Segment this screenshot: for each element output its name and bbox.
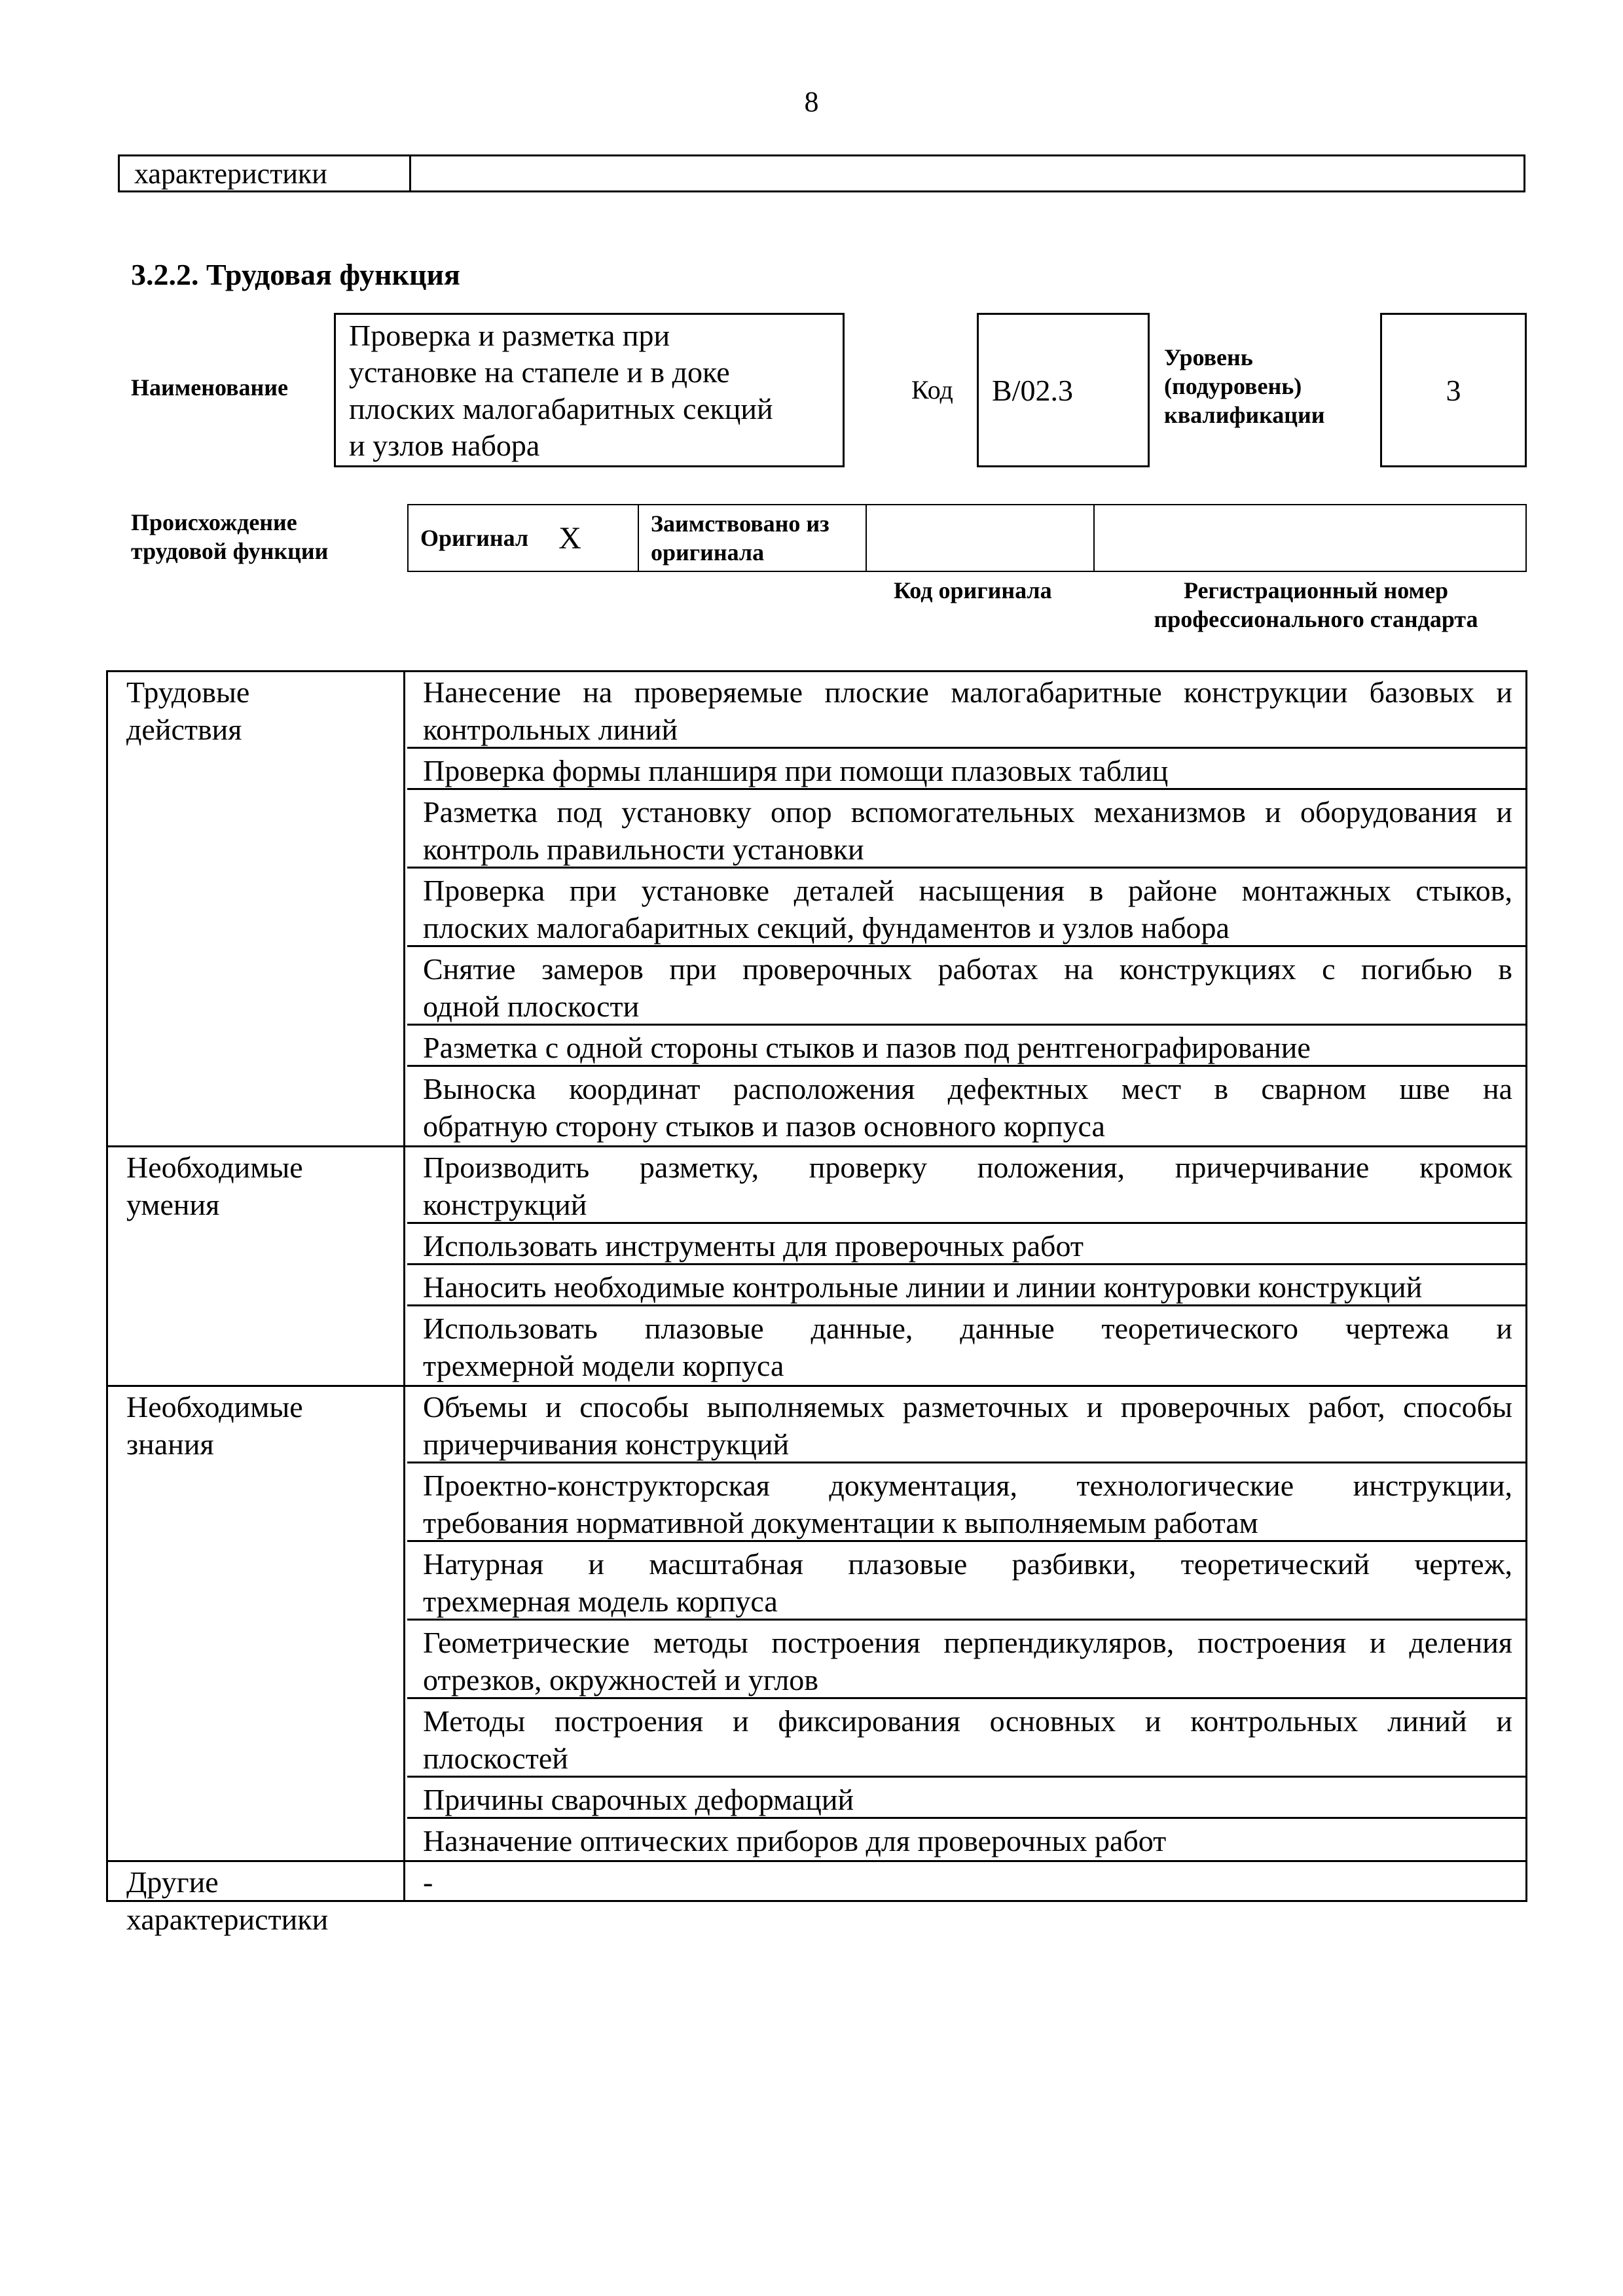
- table-row-line: Натурная и масштабная плазовые разбивки, теоретический чертеж,: [423, 1547, 1512, 1581]
- table-row-line: Разметка под установку опор вспомогательных механизмов и оборудования и: [423, 795, 1512, 829]
- table-row: [407, 1821, 1525, 1860]
- table-row-line: одной плоскости: [423, 990, 640, 1023]
- section-label-line: Трудовые: [126, 675, 250, 709]
- table-row: [407, 1308, 1525, 1385]
- table-row: [407, 1623, 1525, 1699]
- table-row-line: обратную сторону стыков и пазов основного корпуса: [423, 1109, 1105, 1143]
- section-label: [108, 673, 403, 748]
- code-label: Код: [911, 375, 953, 404]
- section-label-line: Необходимые: [126, 1390, 303, 1424]
- table-row: [407, 1226, 1525, 1265]
- table-row-line: Нанесение на проверяемые плоские малогабаритные конструкции базовых и: [423, 675, 1512, 709]
- table-row-line: Проверка при установке деталей насыщения в районе монтажных стыков,: [423, 874, 1512, 907]
- table-row-line: требования нормативной документации к выполняемым работам: [423, 1506, 1258, 1539]
- origin-label: [131, 508, 328, 565]
- table-row: [407, 792, 1525, 869]
- table-row: [407, 1267, 1525, 1306]
- table-row-line: Разметка с одной стороны стыков и пазов под рентгенографирование: [423, 1031, 1311, 1064]
- level-label: [1164, 343, 1325, 429]
- other-characteristics-value: [411, 156, 1523, 190]
- section-label: [108, 1388, 403, 1463]
- table-row-line: Выноска координат расположения дефектных мест в сварном шве на: [423, 1072, 1512, 1105]
- table-row-line: контроль правильности установки: [423, 833, 864, 866]
- function-details-table: [106, 670, 1527, 1936]
- table-row-line: Производить разметку, проверку положения, причерчивание кромок: [423, 1151, 1512, 1184]
- table-row-line: Проектно-конструкторская документация, технологические инструкции,: [423, 1469, 1512, 1502]
- table-row-line: Использовать инструменты для проверочных работ: [423, 1229, 1084, 1263]
- level-label-line: квалификации: [1164, 402, 1325, 428]
- borrowed-label-line: Заимствовано из: [651, 511, 830, 537]
- function-name-box: [334, 313, 845, 467]
- table-row-line: Проверка формы планширя при помощи плазовых таблиц: [423, 754, 1169, 787]
- table-row-line: Геометрические методы построения перпендикуляров, построения и деления: [423, 1626, 1512, 1659]
- table-row: [407, 1701, 1525, 1778]
- level-value: 3: [1380, 313, 1527, 467]
- original-label: Оригинал: [420, 525, 529, 551]
- section-label-line: действия: [126, 713, 242, 746]
- table-row: [407, 949, 1525, 1026]
- borrowed-label-line: оригинала: [651, 539, 765, 565]
- previous-section-table-tail: [118, 154, 1525, 192]
- reg-number-label: [1113, 576, 1519, 634]
- table-row-line: причерчивания конструкций: [423, 1427, 790, 1461]
- section-label-line: характеристики: [126, 1903, 329, 1936]
- code-original-cell: [867, 505, 1095, 571]
- section-label-line: знания: [126, 1427, 214, 1461]
- level-label-line: (подуровень): [1164, 373, 1302, 399]
- table-row-line: контрольных линий: [423, 713, 678, 746]
- table-row-line: плоских малогабаритных секций, фундаментов и узлов набора: [423, 911, 1230, 944]
- section-label-column: [108, 672, 405, 1900]
- table-row-line: Снятие замеров при проверочных работах на конструкциях с погибью в: [423, 952, 1512, 986]
- table-row-line: Причины сварочных деформаций: [423, 1783, 854, 1816]
- original-mark: X: [558, 520, 581, 556]
- level-label-line: Уровень: [1164, 344, 1253, 370]
- code-value: B/02.3: [977, 313, 1150, 467]
- table-row: [407, 1028, 1525, 1067]
- table-row: [407, 1780, 1525, 1819]
- table-row: [407, 672, 1525, 749]
- origin-label-line: Происхождение: [131, 509, 297, 535]
- reg-number-label-line: профессионального стандарта: [1154, 606, 1478, 632]
- table-row-line: трехмерной модели корпуса: [423, 1349, 784, 1382]
- name-label: Наименование: [131, 374, 288, 401]
- function-name-line: Проверка и разметка при: [349, 319, 670, 352]
- function-name-line: плоских малогабаритных секций: [349, 392, 773, 425]
- reg-number-cell: [1095, 505, 1525, 571]
- table-row-line: конструкций: [423, 1188, 587, 1221]
- borrowed-cell: [639, 505, 867, 571]
- page-number: 8: [804, 86, 819, 118]
- table-row: [407, 1387, 1525, 1463]
- section-label-line: Необходимые: [126, 1151, 303, 1184]
- table-row: [407, 1465, 1525, 1542]
- reg-number-label-line: Регистрационный номер: [1183, 577, 1449, 603]
- other-characteristics-label: характеристики: [120, 156, 411, 190]
- table-row: [407, 751, 1525, 790]
- section-title: 3.2.2. Трудовая функция: [131, 258, 460, 291]
- table-row: [407, 1544, 1525, 1621]
- origin-table: [407, 504, 1527, 572]
- section-label: [108, 1149, 403, 1223]
- section-label-line: умения: [126, 1188, 220, 1221]
- table-row-line: плоскостей: [423, 1742, 568, 1775]
- table-row-line: отрезков, окружностей и углов: [423, 1663, 818, 1696]
- original-cell: [409, 505, 639, 571]
- table-row-line: Назначение оптических приборов для проверочных работ: [423, 1824, 1167, 1857]
- table-row: [407, 1862, 1525, 1901]
- function-name-line: установке на стапеле и в доке: [349, 355, 730, 389]
- table-row: [407, 1147, 1525, 1224]
- table-row: [407, 1069, 1525, 1145]
- table-row-line: Наносить необходимые контрольные линии и линии контуровки конструкций: [423, 1270, 1423, 1304]
- section-label-line: Другие: [126, 1865, 219, 1899]
- table-row-line: Методы построения и фиксирования основных и контрольных линий и: [423, 1704, 1512, 1738]
- table-row-line: Использовать плазовые данные, данные теоретического чертежа и: [423, 1312, 1512, 1345]
- table-row: [407, 870, 1525, 947]
- function-name-line: и узлов набора: [349, 429, 540, 462]
- origin-label-line: трудовой функции: [131, 538, 329, 564]
- table-row-line: -: [423, 1865, 433, 1899]
- section-label: [108, 1863, 403, 1938]
- table-row-line: Объемы и способы выполняемых разметочных и проверочных работ, способы: [423, 1390, 1512, 1424]
- code-original-label: Код оригинала: [894, 577, 1052, 603]
- table-row-line: трехмерная модель корпуса: [423, 1585, 778, 1618]
